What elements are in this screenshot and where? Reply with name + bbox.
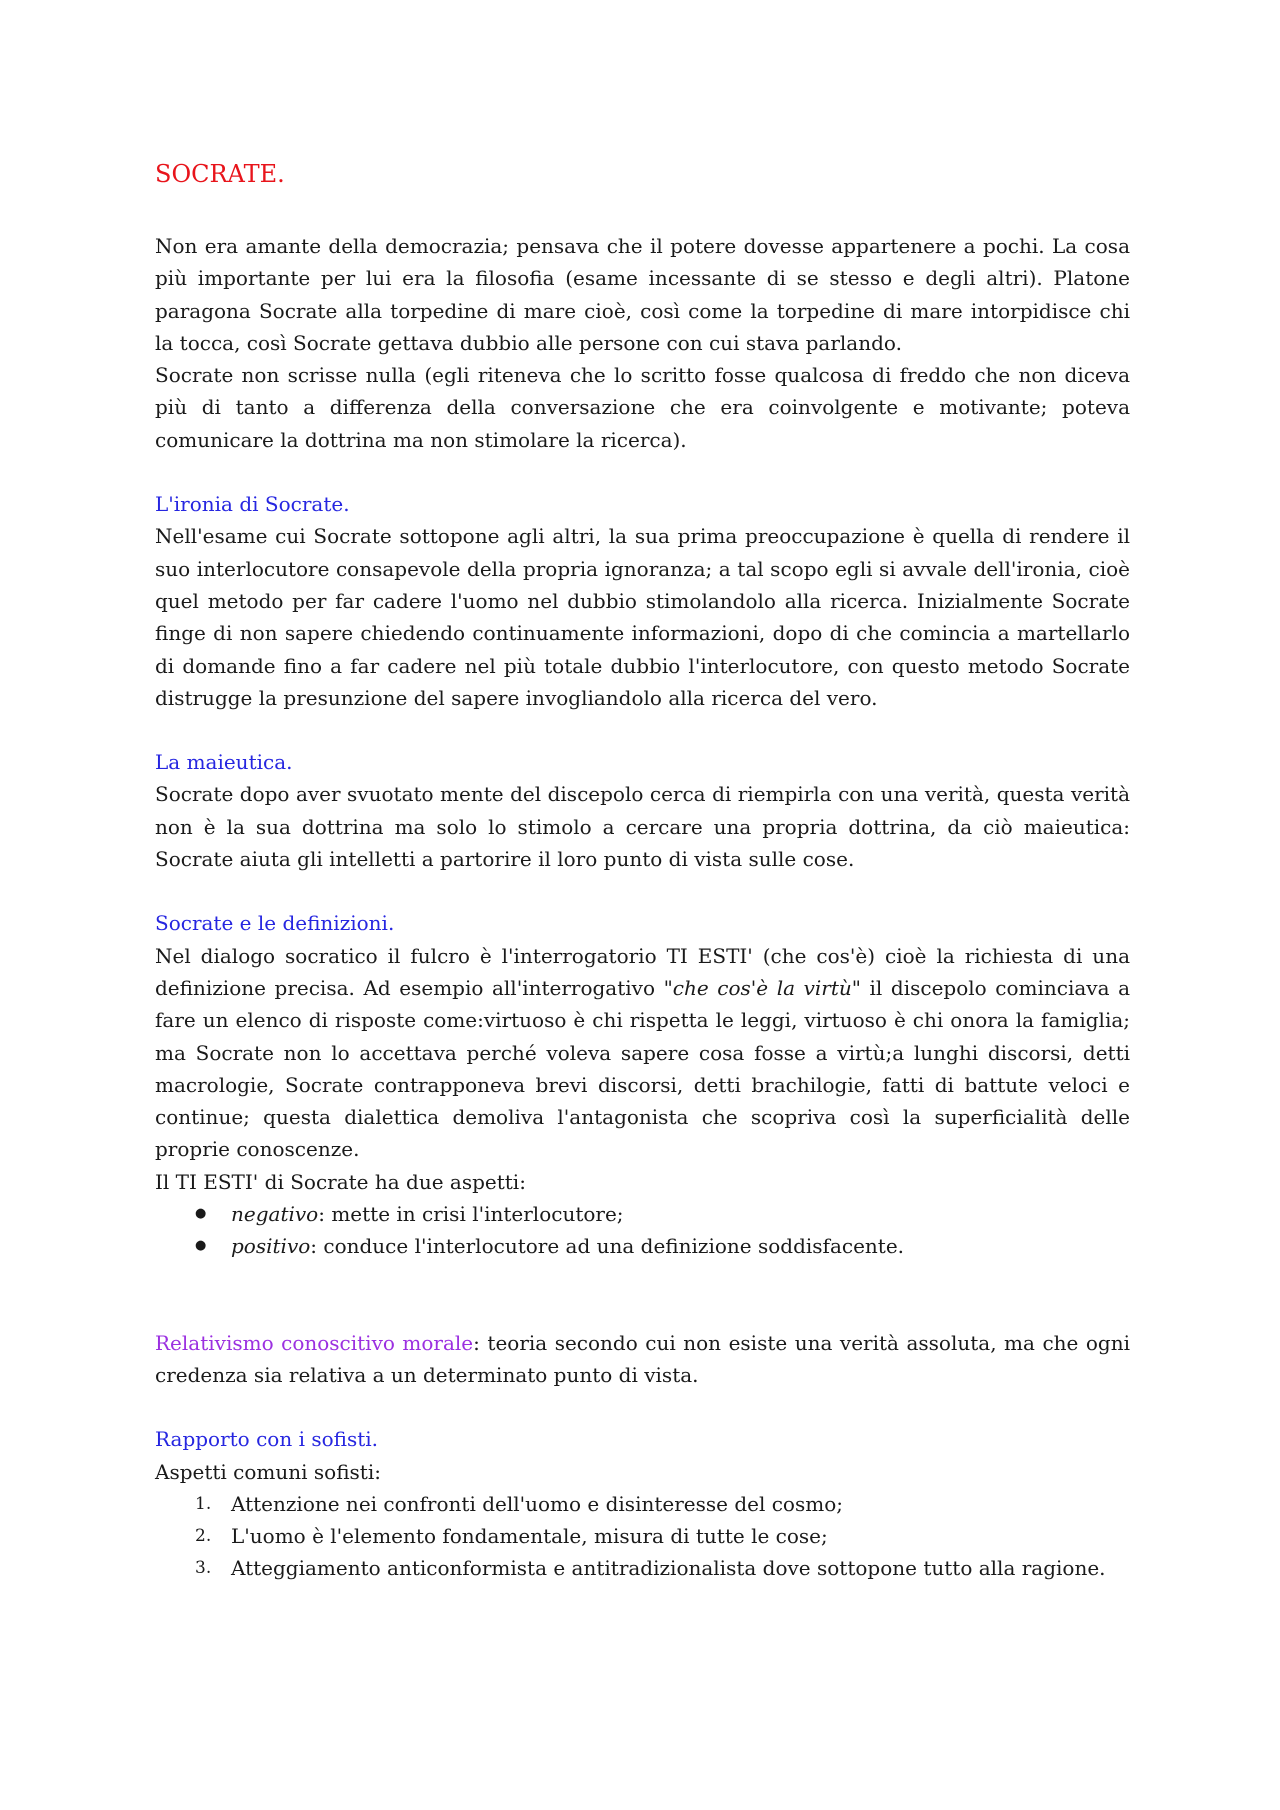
- section-text-definizioni: [155, 940, 1130, 1166]
- bullet-term: negativo: [231, 1202, 319, 1227]
- section-heading-ironia: L'ironia di Socrate.: [155, 492, 350, 517]
- section-maieutica: [155, 746, 1130, 875]
- section-sofisti: [155, 1423, 1130, 1584]
- definizioni-text-part-b: " il discepolo cominciava a fare un elenco di risposte come:virtuoso è chi rispetta le leggi, virtuoso è chi onora la famiglia; ma Socrate non lo accettava perché voleva sapere cosa fosse a virtù;a lunghi discorsi, detti macrologie, Socrate contrapponeva brevi discorsi, detti brachilogie, fatti di battute veloci e continue; questa dialettica demoliva l'antagonista che scopriva così la superficialità delle proprie conoscenze.: [155, 975, 1130, 1162]
- list-item-text: Atteggiamento anticonformista e antitradizionalista dove sottopone tutto alla ragione.: [231, 1556, 1106, 1581]
- sofisti-intro: Aspetti comuni sofisti:: [155, 1459, 381, 1484]
- list-item-text: L'uomo è l'elemento fondamentale, misura di tutte le cose;: [231, 1524, 828, 1549]
- document-page: [155, 150, 1130, 1585]
- page-title: SOCRATE.: [155, 160, 285, 188]
- list-item: [195, 1230, 1130, 1262]
- intro-paragraph-2: Socrate non scrisse nulla (egli riteneva che lo scritto fosse qualcosa di freddo che non diceva più di tanto a differenza della conversazione che era coinvolgente e motivante; poteva comunicare la dottrina ma non stimolare la ricerca).: [155, 363, 1130, 452]
- section-text-maieutica: Socrate dopo aver svuotato mente del discepolo cerca di riempirla con una verità, questa verità non è la sua dottrina ma solo lo stimolo a cercare una propria dottrina, da ciò maieutica: Socrate aiuta gli intelletti a partorire il loro punto di vista sulle cose.: [155, 782, 1130, 872]
- list-item: [195, 1552, 1130, 1584]
- section-definizioni: [155, 907, 1130, 1262]
- bullet-text: : conduce l'interlocutore ad una definizione soddisfacente.: [310, 1234, 905, 1259]
- relativismo-text: : teoria secondo cui non esiste una verità assoluta, ma che ogni credenza sia relativa a un determinato punto di vista.: [155, 1330, 1130, 1387]
- sofisti-numbered-list: [155, 1488, 1130, 1585]
- intro-paragraph-1: Non era amante della democrazia; pensava che il potere dovesse appartenere a pochi. La cosa più importante per lui era la filosofia (esame incessante di se stesso e degli altri). Platone paragona Socrate alla torpedine di mare cioè, così come la torpedine di mare intorpidisce chi la tocca, così Socrate gettava dubbio alle persone con cui stava parlando.: [155, 234, 1130, 355]
- relativismo-term: Relativismo conoscitivo morale: [155, 1330, 474, 1355]
- list-item: [195, 1520, 1130, 1552]
- list-item: [195, 1488, 1130, 1520]
- list-number: 1.: [195, 1493, 212, 1514]
- list-item: [195, 1198, 1130, 1230]
- bullet-term: positivo: [231, 1234, 311, 1259]
- aspects-intro: Il TI ESTI' di Socrate ha due aspetti:: [155, 1169, 526, 1194]
- section-text-ironia: Nell'esame cui Socrate sottopone agli altri, la sua prima preoccupazione è quella di rendere il suo interlocutore consapevole della propria ignoranza; a tal scopo egli si avvale dell'ironia, cioè quel metodo per far cadere l'uomo nel dubbio stimolandolo alla ricerca. Inizialmente Socrate finge di non sapere chiedendo continuamente informazioni, dopo di che comincia a martellarlo di domande fino a far cadere nel più totale dubbio l'interlocutore, con questo metodo Socrate distrugge la presunzione del sapere invogliandolo alla ricerca del vero.: [155, 524, 1130, 710]
- section-heading-definizioni: Socrate e le definizioni.: [155, 911, 395, 936]
- section-heading-sofisti: Rapporto con i sofisti.: [155, 1427, 379, 1452]
- section-heading-maieutica: La maieutica.: [155, 750, 293, 775]
- aspects-bullet-list: [155, 1198, 1130, 1263]
- section-relativismo: [155, 1327, 1130, 1392]
- relativismo-definition: [155, 1327, 1130, 1392]
- list-item-text: Attenzione nei confronti dell'uomo e disinteresse del cosmo;: [231, 1491, 843, 1516]
- bullet-text: : mette in crisi l'interlocutore;: [318, 1202, 624, 1227]
- list-number: 2.: [195, 1526, 212, 1547]
- definizioni-question-italic: che cos'è la virtù: [672, 975, 852, 1000]
- section-ironia: [155, 488, 1130, 714]
- definizioni-text-part-a: Nel dialogo socratico il fulcro è l'interrogatorio TI ESTI' (che cos'è) cioè la richiesta di una definizione precisa. Ad esempio all'interrogativo ": [155, 943, 1130, 1000]
- list-number: 3.: [195, 1558, 212, 1579]
